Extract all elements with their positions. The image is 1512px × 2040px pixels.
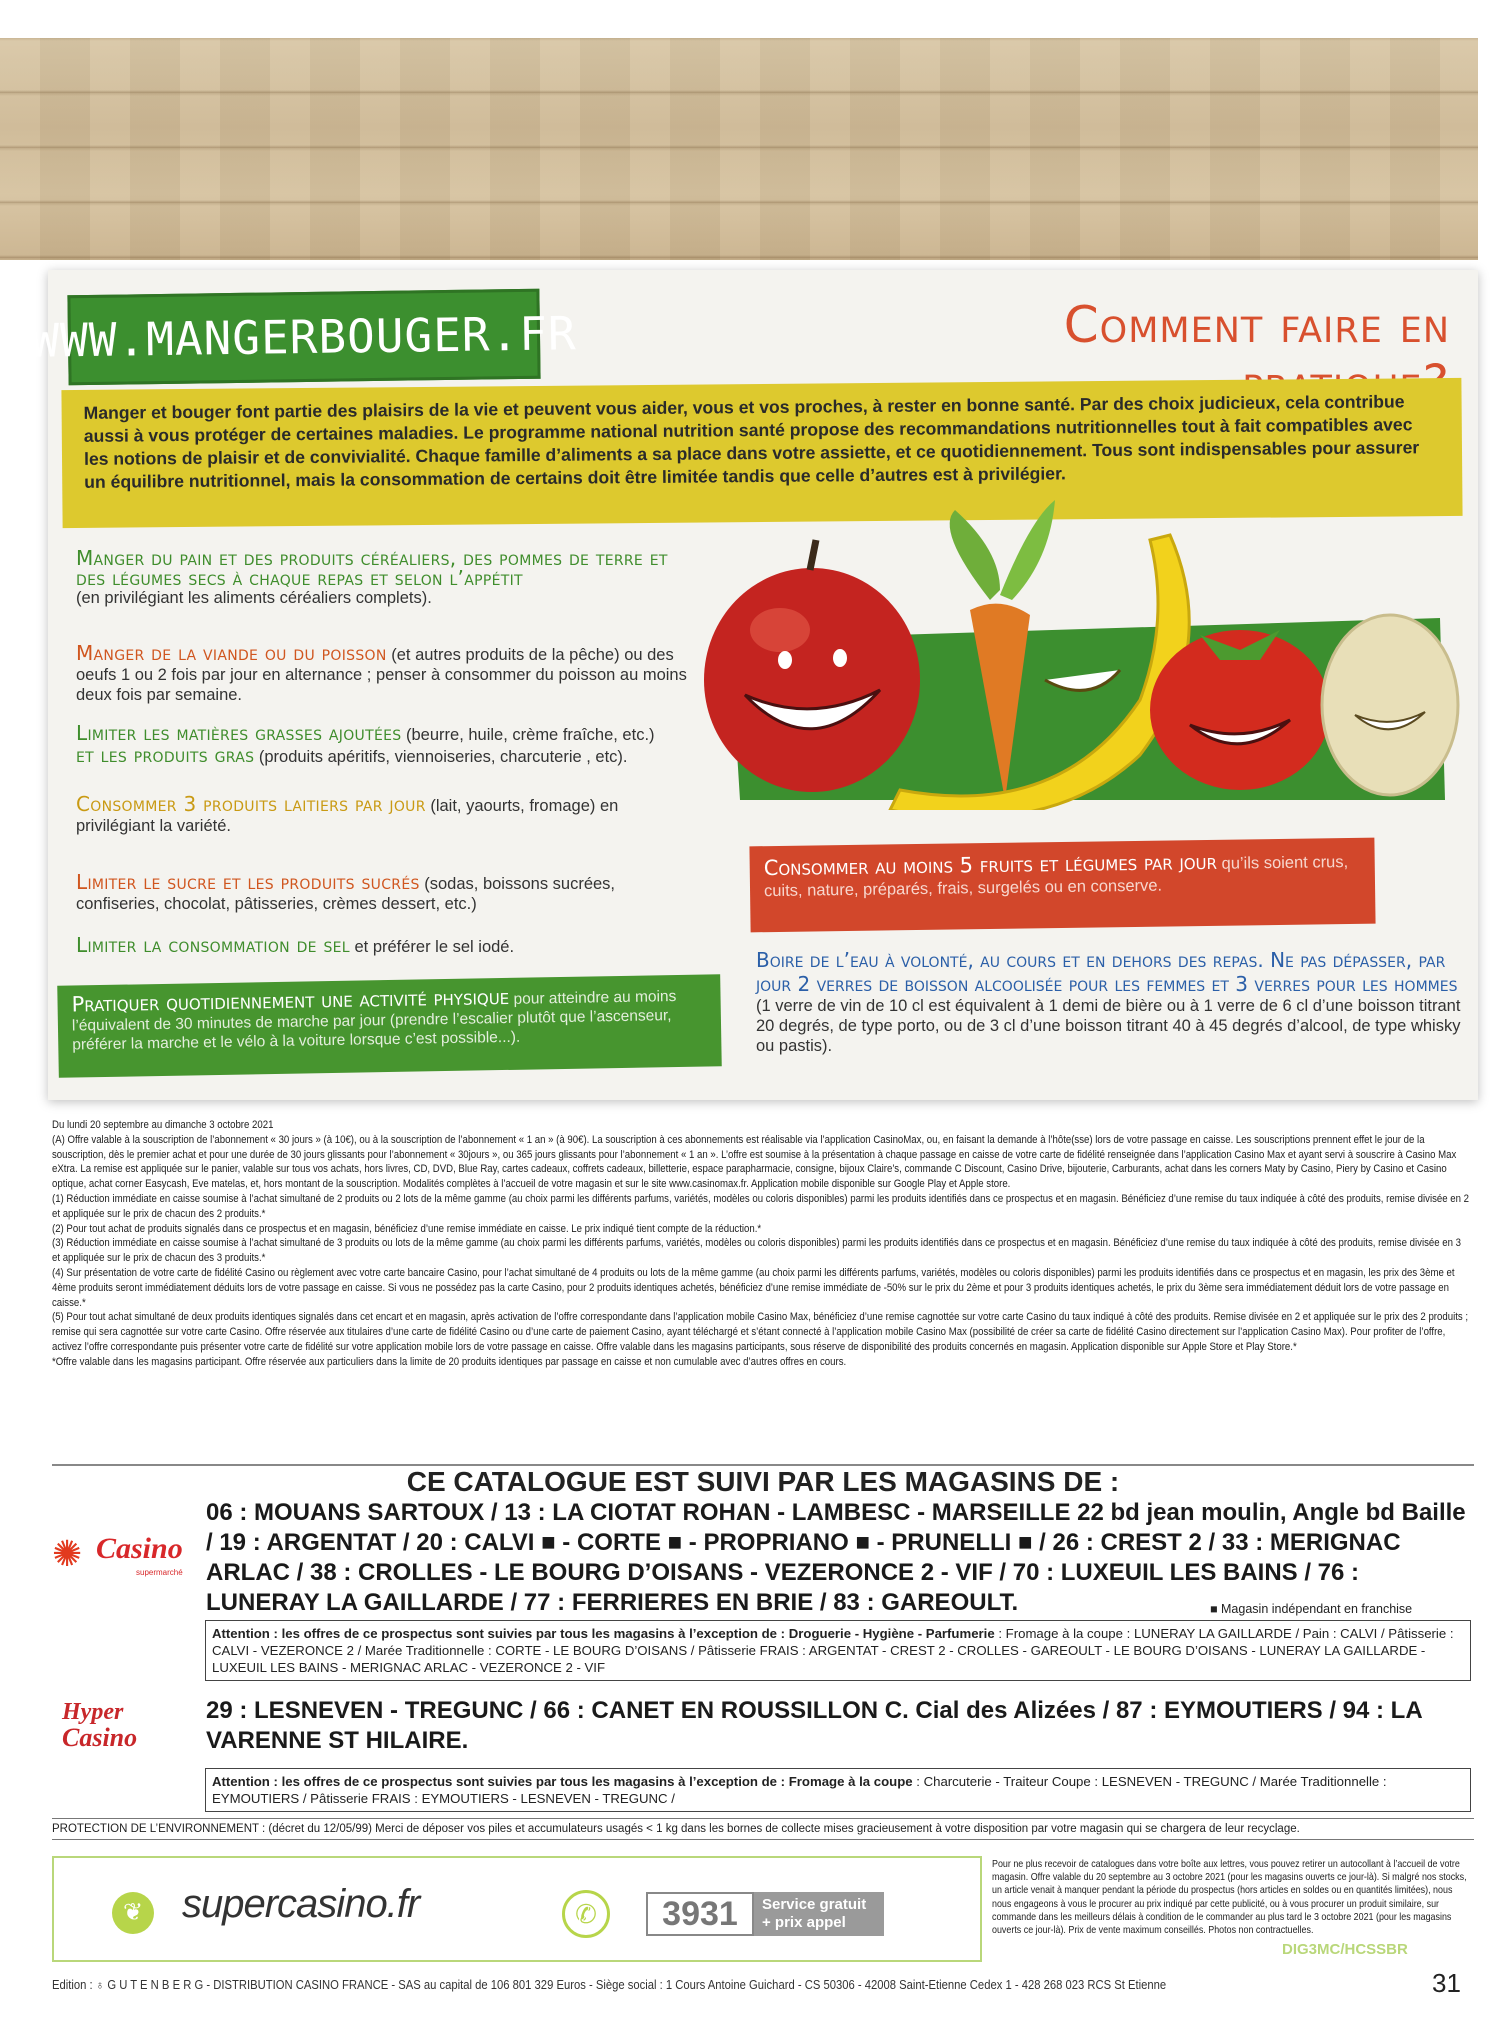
leaf-icon: ❦: [112, 1892, 154, 1934]
service-line-1: Service gratuit: [762, 1896, 867, 1913]
rec-fruits-legumes: [749, 838, 1375, 933]
edition-line: Edition : ♁ G U T E N B E R G - DISTRIBUTION CASINO FRANCE - SAS au capital de 106 801 329 Euros - Siège social : 1 Cours Antoine Guichard - CS 50306 - 42008 Saint-Etienne Cedex 1 - 428 268 023 RCS St Etienne: [52, 1978, 1167, 1992]
casino-logo: [52, 1532, 202, 1582]
rec-activite: [57, 974, 722, 1078]
rec-mg-heading: Limiter les matières grasses ajoutées: [76, 721, 402, 745]
rec-sel-text: et préférer le sel iodé.: [349, 938, 515, 956]
hyper-exceptions-bold: Attention : les offres de ce prospectus sont suivies par tous les magasins à l’exception de : Fromage à la coupe: [212, 1774, 913, 1789]
hyper-exceptions-text: : Charcuterie - Traiteur Coupe : LESNEVEN - TREGUNC / Marée Traditionnelle : EYMOUTIERS / Pâtisserie FRAIS : EYMOUTIERS - LESNEVEN - TREGUNC /: [212, 1774, 1387, 1806]
sun-logo-icon: ✺: [52, 1533, 83, 1574]
wood-banner: [0, 38, 1478, 260]
rec-mg-text: (beurre, huile, crème fraîche, etc.): [401, 726, 655, 744]
legal-line: (1) Réduction immédiate en caisse soumise à l’achat simultané de 2 produits ou 2 lots de la même gamme (au choix parmi les différents parfums, variétés, modèles ou coloris disponibles) parmi les produits identifiés dans ce prospectus et en magasin. Bénéficiez d’une remise du taux indiquée à côté des produits, remise divisée en 2 et appliquée sur le prix de chacun des 2 produits.*: [52, 1192, 1470, 1220]
potato: [1322, 615, 1458, 795]
stores-title: CE CATALOGUE EST SUIVI PAR LES MAGASINS DE :: [406, 1466, 1120, 1497]
rec-viande-text: (et autres produits de la pêche) ou des oeufs 1 ou 2 fois par jour en alternance ; penser à consommer du poisson au moins deux fois par semaine.: [76, 646, 687, 704]
casino-exceptions: [205, 1620, 1471, 1681]
legal-line: (3) Réduction immédiate en caisse soumise à l’achat simultané de 3 produits ou lots de la même gamme (au choix parmi les différents parfums, variétés, modèles ou coloris disponibles) parmi les produits identifiés dans ce prospectus et en magasin. Bénéficiez d’une remise du taux indiquée à côté des produits, remise divisée en 3 et appliquée sur le prix de chacun des 3 produits.*: [52, 1237, 1461, 1265]
casino-logo-sub: supermarché: [136, 1568, 183, 1577]
rec-sucre-text: (sodas, boissons sucrées, confiseries, chocolat, pâtisseries, crèmes dessert, etc.): [76, 875, 616, 913]
rec-activite-text: pour atteindre au moins l’équivalent de 30 minutes de marche par jour (prendre l’escalier plutôt que l’ascenseur, préférer la marche et le vélo à la voiture lorsque c’est possible...).: [71, 987, 677, 1054]
environment-note: PROTECTION DE L’ENVIRONNEMENT : (décret du 12/05/99) Merci de déposer vos piles et accumulateurs usagés < 1 kg dans les bornes de collecte mises gracieusement à votre disposition par votre magasin qui se chargera de leur recyclage.: [52, 1818, 1474, 1840]
legal-line: (5) Pour tout achat simultané de deux produits identiques signalés dans cet encart et en magasin, après activation de l’offre correspondante dans l’application mobile Casino Max, bénéficiez d’une remise cagnottée sur votre carte Casino du taux indiqué à côté des produits. Remise divisée en 2 et appliquée sur le prix des 2 produits ; remise qui sera cagnottée sur votre carte Casino. Offre réservée aux titulaires d’une carte de fidélité Casino ou d’une carte de paiement Casino, ayant téléchargé et s’étant connecté à l’application mobile Casino Max (possibilité de créer sa carte de fidélité Casino directement sur l’application Casino Max). Pour profiter de l’offre, activez l’offre correspondante puis présenter votre carte de fidélité sur votre application mobile lors de votre passage en caisse. Offre valable dans les magasins participants, sous réserve de disponibilité des produits concernés en magasin. Application disponible sur Apple Store et Play Store.*: [52, 1311, 1469, 1353]
intro-text: Manger et bouger font partie des plaisirs de la vie et peuvent vous aider, vous et vos proches, à rester en bonne santé. Par des choix judicieux, cela contribue aussi à vous protéger de certaines maladies. Le programme national nutrition santé propose des recommandations nutritionnelles tout à fait compatibles avec les notions de plaisir et de convivialité. Chaque famille d’aliments a sa place dans votre assiette, et ce quotidiennement. Tous sont indispensables pour assurer un équilibre nutritionnel, mais la consommation de certains doit être limitée tandis que celle d’autres est à privilégier.: [61, 378, 1462, 528]
hyper-stores: 29 : LESNEVEN - TREGUNC / 66 : CANET EN ROUSSILLON C. Cial des Alizées / 87 : EYMOUTIERS / 94 : LA VARENNE ST HILAIRE.: [206, 1697, 1422, 1754]
rec-activite-heading: Pratiquer quotidiennement une activité physique: [71, 984, 510, 1017]
rec-sucre-heading: Limiter le sucre et les produits sucrés: [76, 870, 420, 894]
apple: [704, 540, 920, 792]
legal-line: (4) Sur présentation de votre carte de fidélité Casino ou règlement avec votre carte bancaire Casino, pour l’achat simultané de 4 produits ou lots de la même gamme (au choix parmi les différents parfums, variétés, modèles ou coloris disponibles) parmi les produits identifiés dans ce prospectus et en magasin, les prix des 3ème et 4ème produits seront immédiatement déduits lors de votre passage en caisse. Si vous ne possédez pas la carte Casino, pour 2 produits identiques achetés, bénéficiez d’une remise immédiate de -50% sur le prix du 2ème et pour 3 produits identiques achetés, le prix du 3ème sera immédiatement déduit lors de votre passage en caisse.*: [52, 1266, 1455, 1309]
phone-number[interactable]: 3931: [646, 1892, 754, 1936]
rec-eau-heading: Boire de l’eau à volonté, au cours et en dehors des repas. Ne pas dépasser, par jour 2 verres de boisson alcoolisée pour les femmes et 3 verres pour les hommes: [756, 948, 1458, 996]
legal-mentions: [52, 1118, 1471, 1370]
howto-title: Comment faire en: [1063, 296, 1450, 354]
rec-sel: [76, 935, 696, 957]
phone-icon: ✆: [562, 1890, 610, 1938]
rec-viande-heading: Manger de la viande ou du poisson: [76, 641, 387, 665]
rec-viande: [76, 643, 706, 705]
service-badge: [754, 1892, 884, 1936]
hypercasino-logo: [62, 1700, 192, 1756]
catalogue-note: Pour ne plus recevoir de catalogues dans votre boîte aux lettres, vous pouvez retirer un autocollant à l’accueil de votre magasin. Offre valable du 20 septembre au 3 octobre 2021 (pour les magasins ouverts ce jour-là). Si malgré nos stocks, un article venait à manquer pendant la période du prospectus (hors articles en soldes ou en quantités limitées), nous nous engageons à vous le procurer au prix indiqué par cette publicité, ou à vous procurer un produit similaire, sur commande dans les meilleurs délais à condition de le commander au plus tard le 3 octobre 2021 (pour les magasins ouverts ce jour-là). Prix de vente maximum conseillés. Photos non contractuelles.: [992, 1858, 1467, 1937]
rec-laitiers: [76, 794, 676, 836]
rec-lait-heading: Consommer 3 produits laitiers par jour: [76, 792, 426, 816]
casino-exceptions-text: : Fromage à la coupe : LUNERAY LA GAILLARDE / Pain : CALVI / Pâtisserie : CALVI - VEZERONCE 2 / Marée Traditionnelle : CORTE - LE BOURG D’OISANS / Pâtisserie FRAIS : ARGENTAT - CREST 2 - CROLLES - GAREOULT - LE BOURG D’OISANS - LUNERAY LA GAILLARDE - LUXEUIL LES BAINS - MERIGNAC ARLAC - VEZERONCE 2 - VIF: [212, 1626, 1454, 1675]
legal-line: (A) Offre valable à la souscription de l’abonnement « 30 jours » (à 10€), ou à la souscription de l’abonnement « 1 an » (à 90€). La souscription à ces abonnements est réalisable via l’application CasinoMax, ou, en faisant la demande à l’hôte(sse) lors de votre passage en caisse. Les souscriptions prennent effet le jour de la souscription, dès le premier achat et pour une durée de 30 jours glissants pour l’abonnement « 30jours », ou 365 jours glissants pour l’abonnement « 1 an ». L’offre est soumise à la présentation à chaque passage en caisse de votre carte de fidélité renseignée dans l’application Casino Max et ayant servi à souscrire à Casino Max eXtra. La remise est appliquée sur le panier, valable sur tous vos achats, hors livres, CD, DVD, Blue Ray, cartes cadeaux, coffrets cadeaux, billetterie, espace parapharmacie, consigne, bijoux Claire’s, commande C Discount, Casino Drive, bijouterie, Carburants, achat dans les corners Maty by Casino, Piery by Casino et Casino optique, achat corner Easycash, Eve matelas, et, hors montant de la souscription. Modalités complètes à l’accueil de votre magasin et sur le site www.casinomax.fr. Application mobile disponible sur Google Play et Apple store.: [52, 1133, 1457, 1191]
rec-matieres-grasses: [76, 723, 716, 767]
franchise-note: ■ Magasin indépendant en franchise: [1210, 1602, 1413, 1616]
casino-exceptions-bold: Attention : les offres de ce prospectus sont suivies par tous les magasins à l’exception de : Droguerie - Hygiène - Parfumerie: [212, 1626, 995, 1641]
contact-box: [52, 1856, 982, 1962]
tomato: [1150, 630, 1330, 790]
casino-logo-text: Casino: [96, 1532, 183, 1565]
rec-gras-text: (produits apéritifs, viennoiseries, charcuterie , etc).: [254, 748, 628, 766]
rec-sel-heading: Limiter la consommation de sel: [76, 933, 350, 957]
rec-fruits-text: qu’ils soient crus, cuits, nature, préparés, frais, surgelés ou en conserve.: [763, 853, 1349, 901]
legal-line: *Offre valable dans les magasins participant. Offre réservée aux particuliers dans la limite de 20 produits identiques par passage en caisse et non cumulable avec d’autres offres en cours.: [52, 1355, 847, 1368]
rec-pain: [76, 548, 696, 608]
rec-eau-text: (1 verre de vin de 10 cl est équivalent à 1 demi de bière ou à 1 verre de 6 cl d’une boisson titrant 20 degrés, de type porto, ou de 3 cl d’une boisson titrant 40 à 45 degrés d’alcool, de type whisky ou pastis).: [756, 997, 1461, 1055]
legal-line: Du lundi 20 septembre au dimanche 3 octobre 2021: [52, 1119, 274, 1131]
legal-line: (2) Pour tout achat de produits signalés dans ce prospectus et en magasin, bénéficiez d’une remise immédiate en caisse. Le prix indiqué tient compte de la réduction.*: [52, 1222, 762, 1235]
hyper-logo-casino: Casino: [62, 1723, 138, 1752]
supercasino-link[interactable]: supercasino.fr: [182, 1882, 420, 1926]
fruits-illustration: [700, 500, 1470, 810]
hyper-logo-text: Hyper: [62, 1699, 124, 1725]
rec-gras-heading: et les produits gras: [76, 743, 255, 767]
casino-stores: 06 : MOUANS SARTOUX / 13 : LA CIOTAT ROHAN - LAMBESC - MARSEILLE 22 bd jean moulin, Angle bd Baille / 19 : ARGENTAT / 20 : CALVI ■ - CORTE ■ - PROPRIANO ■ - PRUNELLI ■ / 26 : CREST 2 / 33 : MERIGNAC ARLAC / 38 : CROLLES - LE BOURG D’OISANS - VEZERONCE 2 - VIF / 70 : LUXEUIL LES BAINS / 76 : LUNERAY LA GAILLARDE / 77 : FERRIERES EN BRIE / 83 : GAREOULT.: [206, 1499, 1466, 1616]
rec-sucre: [76, 872, 656, 914]
catalogue-code: DIG3MC/HCSSBR: [1282, 1941, 1408, 1958]
rec-lait-text: (lait, yaourts, fromage) en privilégiant la variété.: [76, 797, 619, 835]
rec-pain-text: (en privilégiant les aliments céréaliers complets).: [76, 589, 432, 607]
mangerbouger-url[interactable]: WWW.MANGERBOUGER.FR: [67, 289, 540, 386]
hyper-exceptions: [205, 1768, 1471, 1812]
rec-pain-heading: Manger du pain et des produits céréaliers, des pommes de terre et des légumes secs à chaque repas et selon l’appétit: [76, 546, 668, 590]
service-line-2: + prix appel: [762, 1914, 846, 1931]
page-number: 31: [1432, 1968, 1461, 1998]
rec-eau: [756, 948, 1476, 1056]
rec-fruits-heading: Consommer au moins 5 fruits et légumes par jour: [763, 849, 1218, 881]
